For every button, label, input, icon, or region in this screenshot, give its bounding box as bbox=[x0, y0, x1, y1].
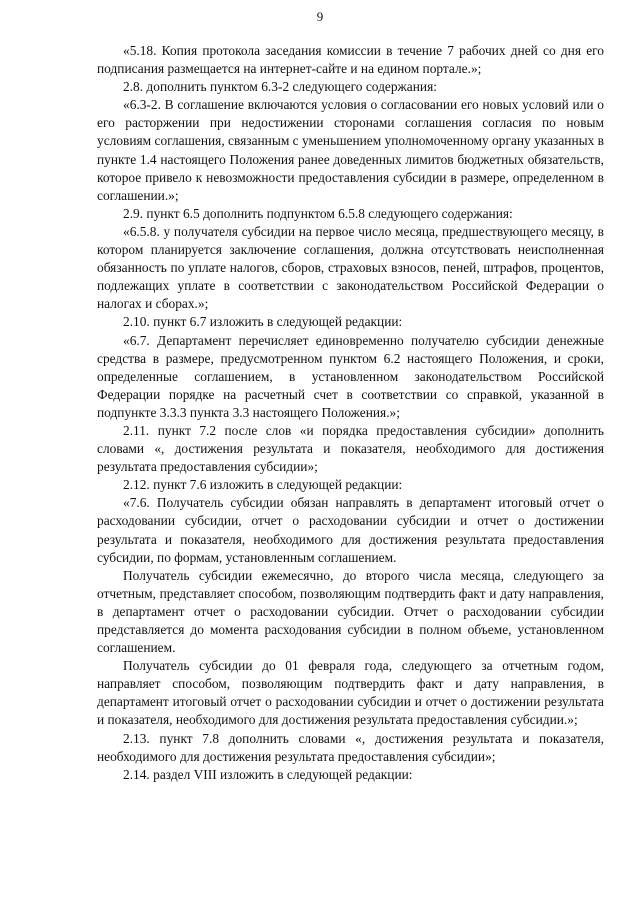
page-number: 9 bbox=[316, 9, 324, 24]
paragraph-2-9: 2.9. пункт 6.5 дополнить подпунктом 6.5.8 следующего содержания: bbox=[123, 205, 513, 221]
paragraph-2-13: 2.13. пункт 7.8 дополнить словами «, достижения результата и показателя, необходимого для достижения результата предоставления субсидии»; bbox=[97, 730, 604, 764]
paragraph-6-7: «6.7. Департамент перечисляет единовременно получателю субсидии денежные средства в размере, предусмотренном пунктом 6.2 настоящего Положения, и сроки, определенные соглашением, в установленном законодательством Российской Федерации порядке на расчетный счет в соответствии со справкой, указанной в подпункте 3.3.3 пункта 3.3 настоящего Положения.»; bbox=[97, 332, 604, 420]
paragraph-final-report: Получатель субсидии до 01 февраля года, следующего за отчетным годом, направляет способом, позволяющим подтвердить факт и дату направления, в департамент итоговый отчет о расходовании субсидии и отчет о достижении результата и показателя, необходимого для достижения результата предоставления субсидии.»; bbox=[97, 658, 604, 728]
paragraph-6-3-2: «6.3-2. В соглашение включаются условия о согласовании его новых условий или о его расторжении при недостижении сторонами соглашения согласия по новым условиям соглашения, связанным с уменьшением уполномоченному органу указанных в пункте 1.4 настоящего Положения ранее доведенных лимитов бюджетных обязательств, которое привело к невозможности предоставления субсидии в размере, определенном в соглашении.»; bbox=[97, 97, 604, 203]
paragraph-2-14: 2.14. раздел VIII изложить в следующей редакции: bbox=[123, 766, 413, 782]
paragraph-2-8: 2.8. дополнить пунктом 6.3-2 следующего содержания: bbox=[123, 79, 437, 95]
paragraph-monthly-report: Получатель субсидии ежемесячно, до второго числа месяца, следующего за отчетным, представляет способом, позволяющим подтвердить факт и дату направления, в департамент отчет о расходовании субсидии. Отчет о расходовании субсидии представляется до момента расходования субсидии в полном объеме, установленном соглашением. bbox=[97, 567, 604, 656]
paragraph-2-12: 2.12. пункт 7.6 изложить в следующей редакции: bbox=[123, 477, 403, 493]
paragraph-6-5-8: «6.5.8. у получателя субсидии на первое число месяца, предшествующего месяцу, в котором планируется заключение соглашения, должна отсутствовать неисполненная обязанность по уплате налогов, сборов, страховых взносов, пеней, штрафов, процентов, подлежащих уплате в соответствии с законодательством Российской Федерации о налогах и сборах.»; bbox=[97, 223, 604, 312]
paragraph-5-18: «5.18. Копия протокола заседания комиссии в течение 7 рабочих дней со дня его подписания размещается на интернет-сайте и на едином портале.»; bbox=[97, 43, 604, 77]
paragraph-2-11: 2.11. пункт 7.2 после слов «и порядка предоставления субсидии» дополнить словами «, достижения результата и показателя, необходимого для достижения результата предоставления субсидии»; bbox=[97, 422, 604, 475]
paragraph-2-10: 2.10. пункт 6.7 изложить в следующей редакции: bbox=[123, 314, 403, 330]
document-body bbox=[97, 42, 604, 784]
paragraph-7-6: «7.6. Получатель субсидии обязан направлять в департамент итоговый отчет о расходовании субсидии, отчет о расходовании субсидии и отчет о достижении результата и показателя, необходимого для достижения результата предоставления субсидии, по формам, установленным соглашением. bbox=[97, 495, 604, 565]
